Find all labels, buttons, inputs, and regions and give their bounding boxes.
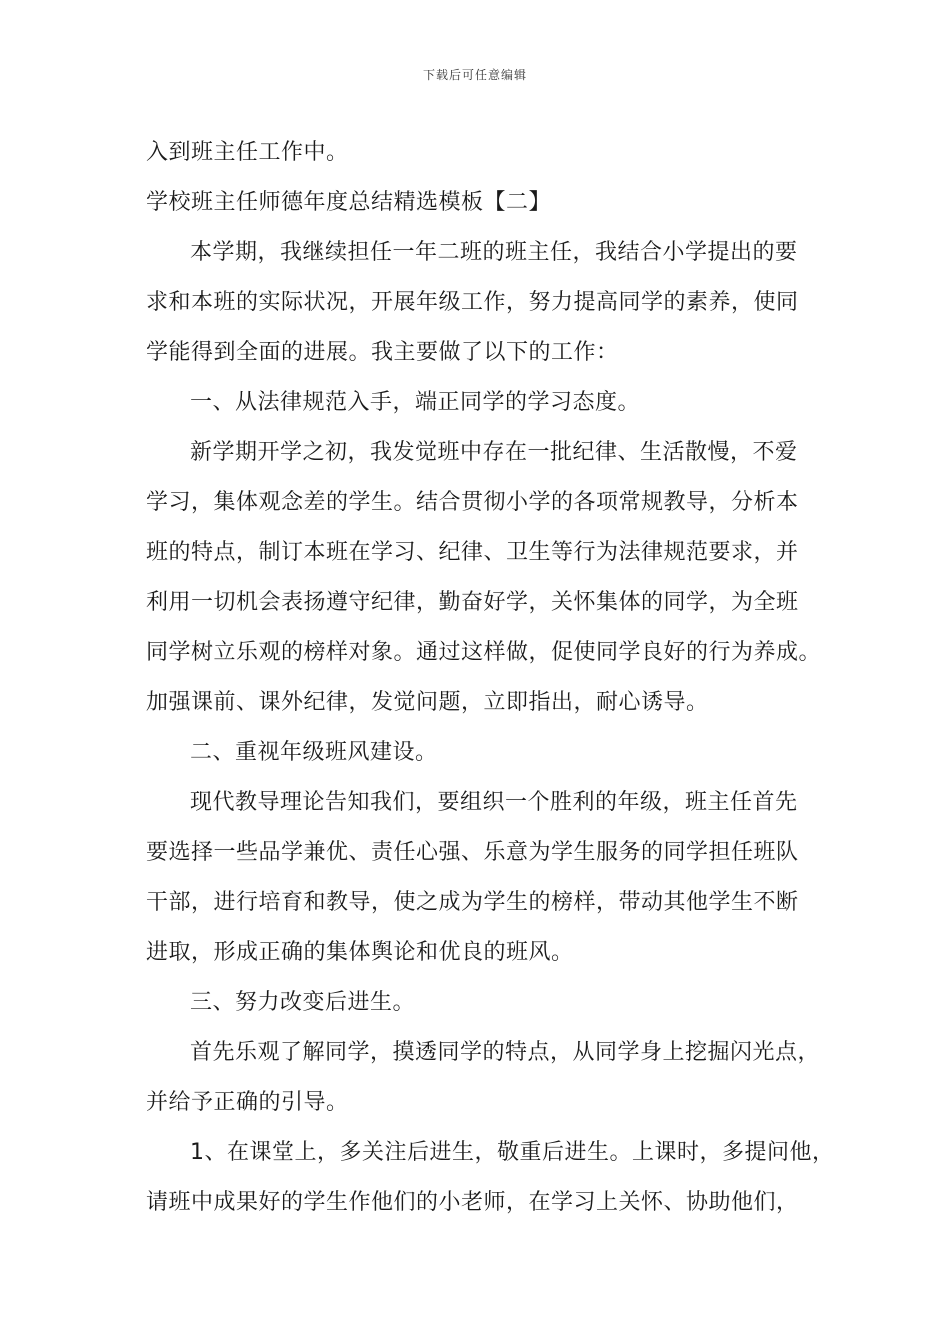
text-line: 首先乐观了解同学，摸透同学的特点，从同学身上挖掘闪光点， <box>190 1040 821 1065</box>
text-line: 并给予正确的引导。 <box>146 1090 349 1115</box>
text-line: 一、从法律规范入手，端正同学的学习态度。 <box>190 390 641 415</box>
page-header: 下载后可任意编辑 <box>422 68 527 82</box>
text-line: 要选择一些品学兼优、责任心强、乐意为学生服务的同学担任班队 <box>146 840 799 865</box>
text-line: 干部，进行培育和教导，使之成为学生的榜样，带动其他学生不断 <box>146 890 799 915</box>
text-line: 三、努力改变后进生。 <box>190 990 416 1015</box>
text-line: 1、在课堂上，多关注后进生，敬重后进生。上课时，多提问他， <box>190 1140 835 1165</box>
text-line: 求和本班的实际状况，开展年级工作，努力提高同学的素养，使同 <box>146 290 799 315</box>
text-line: 班的特点，制订本班在学习、纪律、卫生等行为法律规范要求，并 <box>146 540 799 565</box>
text-line: 进取，形成正确的集体舆论和优良的班风。 <box>146 940 574 965</box>
text-line: 学校班主任师德年度总结精选模板【二】 <box>146 190 552 215</box>
text-line: 二、重视年级班风建设。 <box>190 740 438 765</box>
text-line: 利用一切机会表扬遵守纪律，勤奋好学，关怀集体的同学，为全班 <box>146 590 799 615</box>
text-line: 入到班主任工作中。 <box>146 140 349 165</box>
text-line: 加强课前、课外纪律，发觉问题，立即指出，耐心诱导。 <box>146 690 709 715</box>
document-body <box>146 128 835 1228</box>
text-line: 请班中成果好的学生作他们的小老师，在学习上关怀、协助他们， <box>146 1190 799 1215</box>
text-line: 学能得到全面的进展。我主要做了以下的工作： <box>146 340 619 365</box>
text-line: 本学期，我继续担任一年二班的班主任，我结合小学提出的要 <box>190 240 798 265</box>
text-line: 同学树立乐观的榜样对象。通过这样做，促使同学良好的行为养成。 <box>146 640 822 665</box>
text-line: 学习，集体观念差的学生。结合贯彻小学的各项常规教导，分析本 <box>146 490 799 515</box>
text-line: 新学期开学之初，我发觉班中存在一批纪律、生活散慢，不爱 <box>190 440 798 465</box>
text-line: 现代教导理论告知我们，要组织一个胜利的年级，班主任首先 <box>190 790 798 815</box>
